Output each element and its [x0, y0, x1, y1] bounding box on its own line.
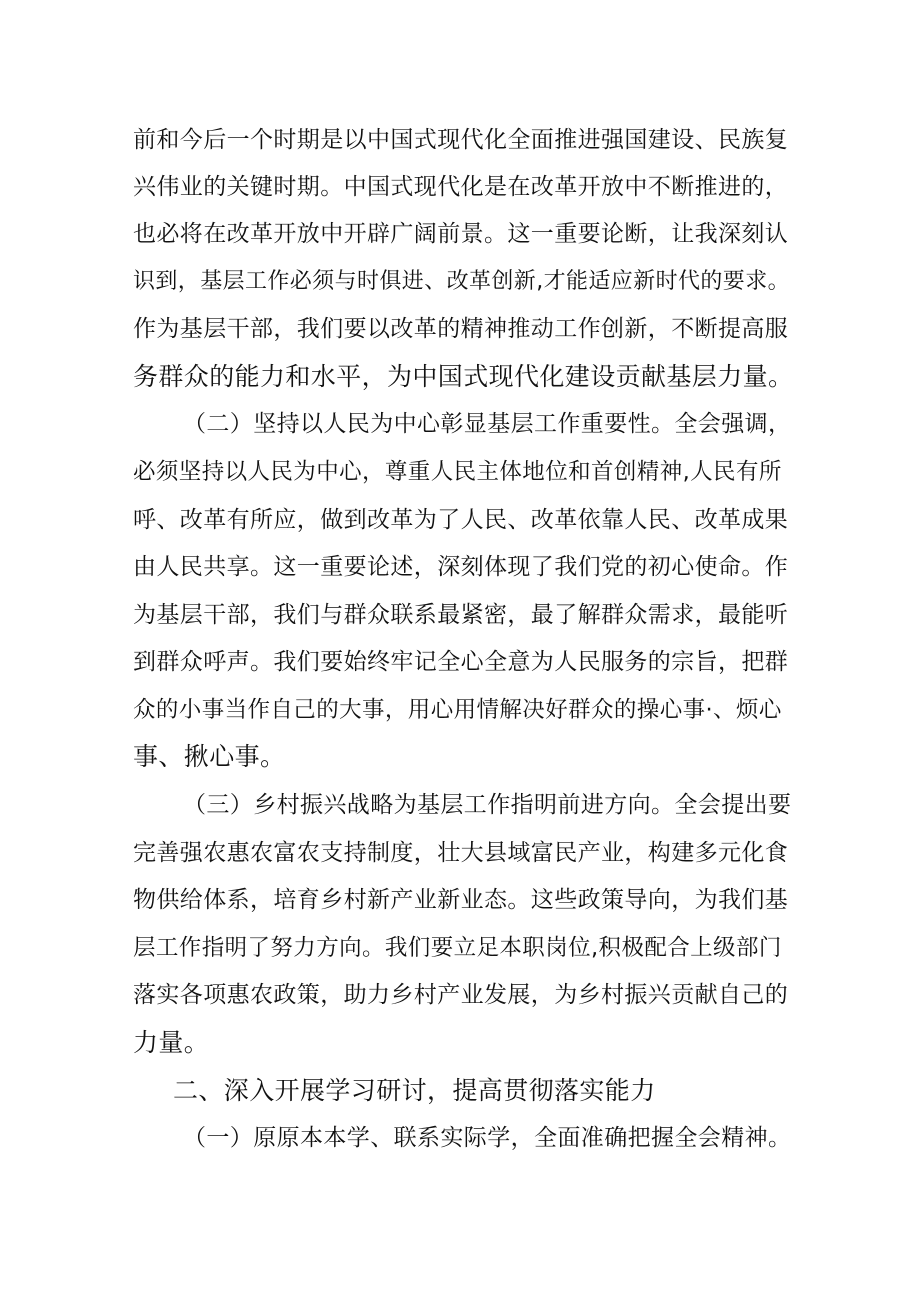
text-line: 层工作指明了努力方向。我们要立足本职岗位,积极配合上级部门: [133, 935, 782, 961]
text-line: 完善强农惠农富农支持制度，壮大县域富民产业，构建多元化食: [133, 840, 789, 866]
text-line: 前和今后一个时期是以中国式现代化全面推进强国建设、民族复: [133, 127, 789, 153]
text-line: 兴伟业的关键时期。中国式现代化是在改革开放中不断推进的，: [133, 174, 789, 200]
text-line: 物供给体系，培育乡村新产业新业态。这些政策导向，为我们基: [133, 887, 789, 913]
text-line: 呼、改革有所应，做到改革为了人民、改革依靠人民、改革成果: [133, 507, 789, 533]
text-line: 为基层干部，我们与群众联系最紧密，最了解群众需求，最能听: [133, 602, 789, 628]
section-heading: 二、深入开展学习研讨，提高贯彻落实能力: [173, 1076, 656, 1105]
text-line: 到群众呼声。我们要始终牢记全心全意为人民服务的宗旨，把群: [133, 649, 789, 675]
text-line: 作为基层干部，我们要以改革的精神推动工作创新，不断提高服: [133, 316, 789, 342]
text-line: 力量。: [133, 1028, 210, 1057]
text-line: 务群众的能力和水平，为中国式现代化建设贡献基层力量。: [133, 362, 794, 391]
paragraph-heading: （三）乡村振兴战略为基层工作指明前进方向。全会提出要: [183, 792, 792, 818]
text-line: 落实各项惠农政策，助力乡村产业发展，为乡村振兴贡献自己的: [133, 982, 789, 1008]
text-line: 众的小事当作自己的大事，用心用情解决好群众的操心事·、烦心: [133, 697, 782, 723]
text-line: 必须坚持以人民为中心，尊重人民主体地位和首创精神,人民有所: [133, 459, 782, 485]
text-line: 也必将在改革开放中开辟广阔前景。这一重要论断，让我深刻认: [133, 221, 789, 247]
text-line: 识到，基层工作必须与时俱进、改革创新,才能适应新时代的要求。: [133, 269, 790, 294]
text-line: 事、揪心事。: [133, 742, 286, 771]
paragraph-heading: （一）原原本本学、联系实际学，全面准确把握全会精神。: [183, 1125, 792, 1151]
paragraph-heading: （二）坚持以人民为中心彰显基层工作重要性。全会强调，: [183, 411, 792, 437]
text-line: 由人民共享。这一重要论述，深刻体现了我们党的初心使命。作: [133, 554, 789, 580]
